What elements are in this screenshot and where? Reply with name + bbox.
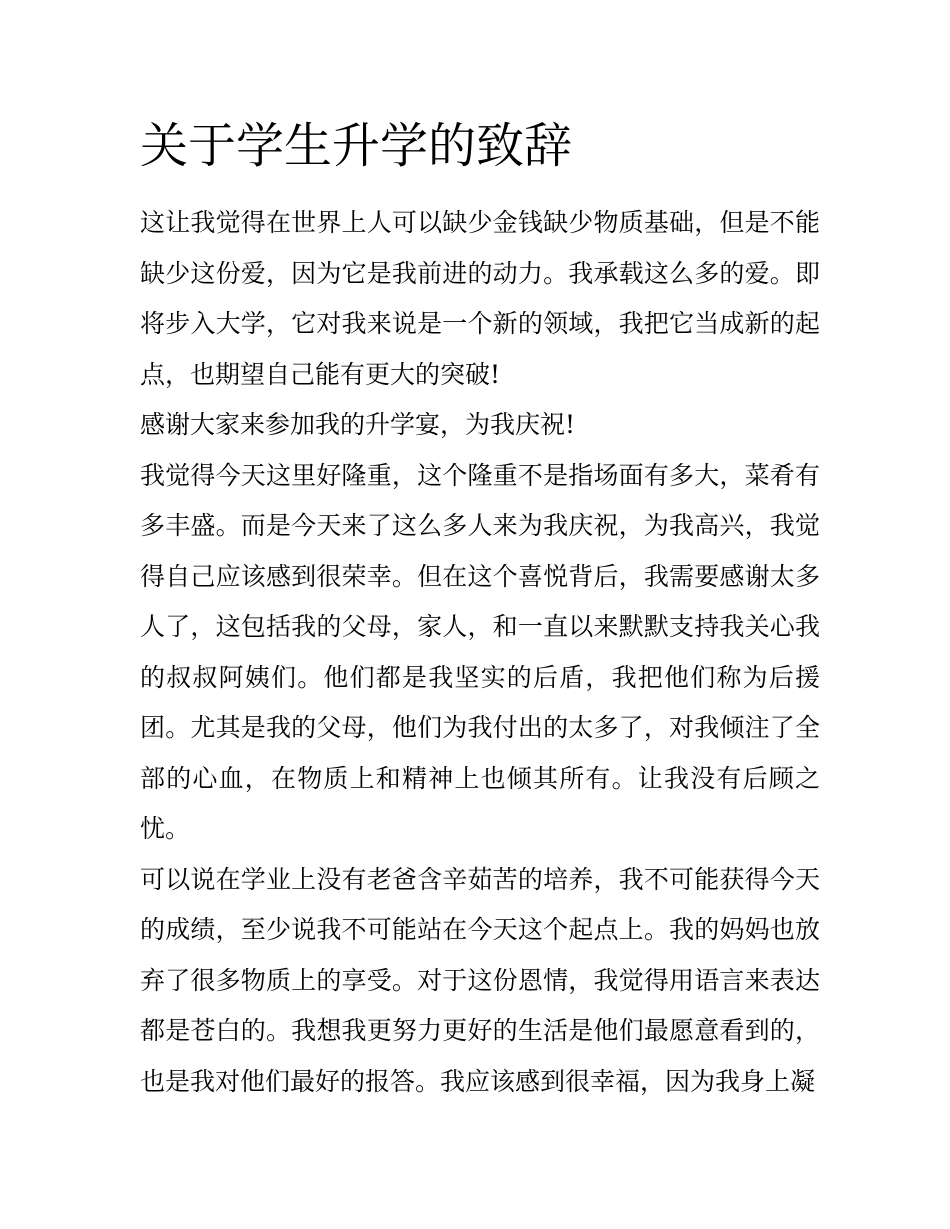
document-body <box>140 112 820 1107</box>
paragraph-thanks-guests: 感谢大家来参加我的升学宴，为我庆祝! <box>140 410 576 439</box>
paragraph-love-motivation: 这让我觉得在世界上人可以缺少金钱缺少物质基础，但是不能缺少这份爱，因为它是我前进的动力。我承载这么多的爱。即将步入大学，它对我来说是一个新的领域，我把它当成新的起点，也期望自己能有更大的突破! <box>140 208 820 389</box>
paragraph-gratitude-parents: 我觉得今天这里好隆重，这个隆重不是指场面有多大，菜肴有多丰盛。而是今天来了这么多人来为我庆祝，为我高兴，我觉得自己应该感到很荣幸。但在这个喜悦背后，我需要感谢太多人了，这包括我的父母，家人，和一直以来默默支持我关心我的叔叔阿姨们。他们都是我坚实的后盾，我把他们称为后援团。尤其是我的父母，他们为我付出的太多了，对我倾注了全部的心血，在物质上和精神上也倾其所有。让我没有后顾之忧。 <box>140 460 820 843</box>
paragraph-father-mother: 可以说在学业上没有老爸含辛茹苦的培养，我不可能获得今天的成绩，至少说我不可能站在今天这个起点上。我的妈妈也放弃了很多物质上的享受。对于这份恩情，我觉得用语言来表达都是苍白的。我想我更努力更好的生活是他们最愿意看到的，也是我对他们最好的报答。我应该感到很幸福，因为我身上凝 <box>140 864 820 1096</box>
document-title: 关于学生升学的致辞 <box>140 118 573 174</box>
